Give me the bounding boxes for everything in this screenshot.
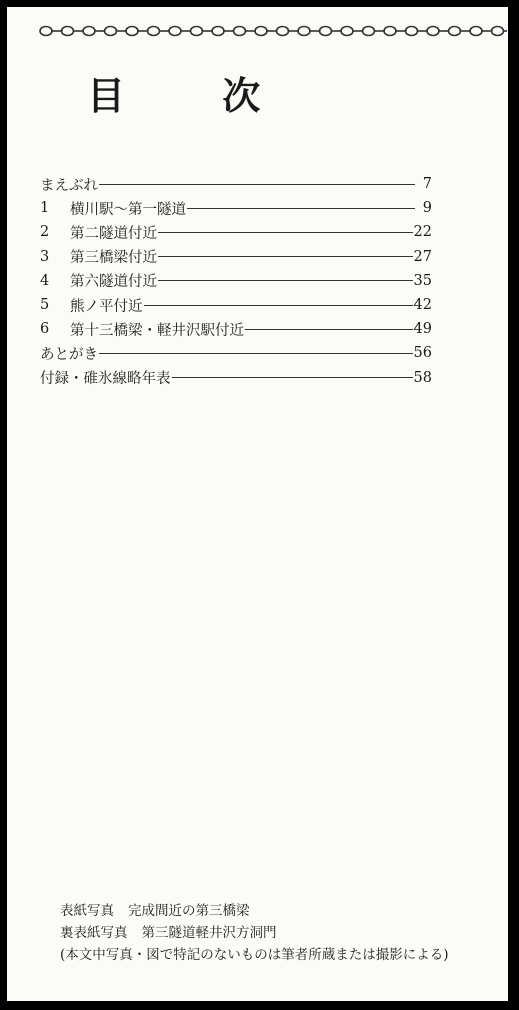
cover-photo-label: 表紙写真 xyxy=(60,903,114,919)
toc-page-number: 56 xyxy=(413,345,432,362)
toc-entry-7[interactable] xyxy=(40,341,432,365)
leader-line xyxy=(158,280,413,281)
cover-photo-text: 完成間近の第三橋梁 xyxy=(128,903,250,919)
toc-label: まえぶれ xyxy=(40,177,98,194)
back-cover-photo-note xyxy=(60,922,449,944)
page-title: 目 次 xyxy=(87,74,303,118)
toc-label: 熊ノ平付近 xyxy=(70,298,143,315)
toc-page-number: 27 xyxy=(413,248,432,265)
chain-link xyxy=(406,27,418,36)
toc-page-number: 7 xyxy=(422,176,432,193)
leader-line xyxy=(144,305,413,306)
chapter-number: 6 xyxy=(40,321,50,338)
toc-label: 付録・碓氷線略年表 xyxy=(40,371,171,388)
toc-page-number: 42 xyxy=(413,297,432,314)
credit-note: (本文中写真・図で特記のないものは筆者所蔵または撮影による) xyxy=(60,947,449,963)
chain-link xyxy=(363,27,375,36)
toc-entry-2[interactable] xyxy=(40,220,432,244)
toc-label: あとがき xyxy=(40,346,98,363)
chapter-number: 3 xyxy=(40,248,50,265)
toc-entry-8[interactable] xyxy=(40,366,432,390)
document-page xyxy=(7,7,508,1001)
leader-line xyxy=(158,256,413,257)
toc-label: 第十三橋梁・軽井沢駅付近 xyxy=(70,322,244,339)
chain-link xyxy=(449,27,461,36)
toc-label: 第三橋梁付近 xyxy=(70,250,157,267)
toc-entry-5[interactable] xyxy=(40,293,432,317)
cover-photo-note xyxy=(60,900,449,922)
back-cover-photo-text: 第三隧道軽井沢方洞門 xyxy=(141,925,277,941)
table-of-contents xyxy=(40,172,432,390)
leader-line xyxy=(187,208,415,209)
toc-label: 第六隧道付近 xyxy=(70,274,157,291)
toc-entry-6[interactable] xyxy=(40,317,432,341)
toc-entry-4[interactable] xyxy=(40,269,432,293)
chain-link xyxy=(255,27,267,36)
chapter-number: 4 xyxy=(40,272,50,289)
chain-link xyxy=(470,27,482,36)
chain-link xyxy=(427,27,439,36)
chapter-number: 2 xyxy=(40,224,50,241)
toc-label: 第二隧道付近 xyxy=(70,225,157,242)
chain-link xyxy=(126,27,138,36)
chain-link xyxy=(341,27,353,36)
chain-ornament xyxy=(37,24,507,38)
chapter-number: 1 xyxy=(40,200,50,217)
chain-link xyxy=(212,27,224,36)
toc-entry-3[interactable] xyxy=(40,245,432,269)
chain-link xyxy=(191,27,203,36)
toc-page-number: 58 xyxy=(413,369,432,386)
chain-link xyxy=(83,27,95,36)
chain-link xyxy=(148,27,160,36)
toc-page-number: 22 xyxy=(413,224,432,241)
chain-link xyxy=(40,27,52,36)
toc-entry-0[interactable] xyxy=(40,172,432,196)
chapter-number: 5 xyxy=(40,297,50,314)
chain-link xyxy=(105,27,117,36)
chain-link xyxy=(234,27,246,36)
photo-credits xyxy=(60,900,449,966)
leader-line xyxy=(245,329,413,330)
chain-link xyxy=(62,27,74,36)
toc-page-number: 35 xyxy=(413,272,432,289)
leader-line xyxy=(99,353,413,354)
toc-label: 横川駅～第一隧道 xyxy=(70,201,186,218)
toc-page-number: 9 xyxy=(422,200,432,217)
toc-entry-1[interactable] xyxy=(40,196,432,220)
back-cover-photo-label: 裏表紙写真 xyxy=(60,925,128,941)
chain-link xyxy=(277,27,289,36)
leader-line xyxy=(158,232,413,233)
chain-link xyxy=(384,27,396,36)
toc-page-number: 49 xyxy=(413,321,432,338)
chain-link xyxy=(169,27,181,36)
leader-line xyxy=(172,377,413,378)
leader-line xyxy=(99,184,415,185)
chain-link xyxy=(320,27,332,36)
chain-link xyxy=(298,27,310,36)
chain-link xyxy=(492,27,504,36)
